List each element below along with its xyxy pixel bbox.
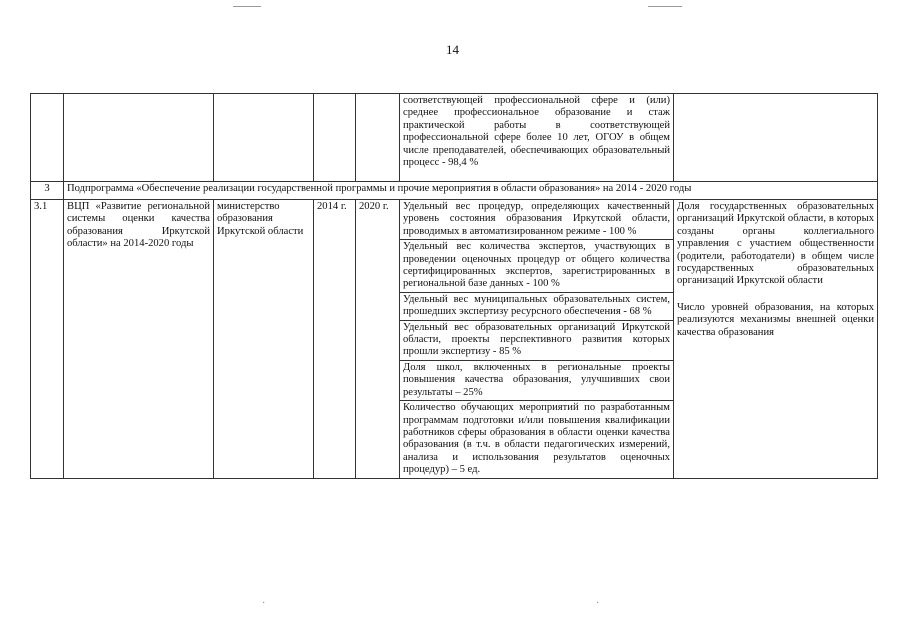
- scan-artifact-dot: ·: [596, 598, 600, 609]
- scan-artifact-dot: ·: [262, 598, 266, 609]
- scan-artifact-right: [648, 6, 682, 7]
- result-item: Доля государственных образовательных организаций Иркутской области, в которых созданы органы коллегиального управления с участием общественности (родители, работодатели) в общем числе государственных образовательных организаций Иркутской области: [677, 201, 874, 287]
- program-number: 3.1: [31, 200, 64, 479]
- indicator-item: Удельный вес образовательных организаций Иркутской области, проекты перспективного развития которых прошли экспертизу - 85 %: [400, 321, 673, 361]
- cont-cell-num: [31, 94, 64, 182]
- result-item: Число уровней образования, на которых реализуются механизмы внешней оценки качества образования: [677, 301, 874, 338]
- program-table: [30, 93, 878, 479]
- indicator-item: Доля школ, включенных в региональные проекты повышения качества образования, улучшивших свои результаты – 25%: [400, 361, 673, 401]
- program-executor: министерство образования Иркутской области: [214, 200, 314, 479]
- cont-indicator-text: соответствующей профессиональной сфере и (или) среднее профессиональное образование и стаж практической работы в соответствующей профессиональной сфере более 10 лет, ОГОУ в общем числе преподавателей, обеспечивающих образовательный процесс - 98,4 %: [400, 94, 674, 182]
- cont-cell-name: [64, 94, 214, 182]
- indicator-item: Удельный вес процедур, определяющих качественный уровень состояния образования Иркутской области, проводимых в автоматизированном режиме - 100 %: [400, 200, 673, 240]
- cont-cell-results: [674, 94, 878, 182]
- page-number: 14: [446, 42, 459, 57]
- program-results: [674, 200, 878, 479]
- program-row: [31, 200, 878, 479]
- cont-cell-end: [356, 94, 400, 182]
- subprogram-number: 3: [31, 182, 64, 200]
- program-start-year: 2014 г.: [314, 200, 356, 479]
- subprogram-row: [31, 182, 878, 200]
- program-indicators: [400, 200, 674, 479]
- scan-artifact-left: [233, 6, 261, 7]
- indicator-item: Удельный вес количества экспертов, участвующих в проведении оценочных процедур от общего количества сертифицированных экспертов, зарегистрированных в региональной базе данных - 100 %: [400, 240, 673, 293]
- cont-cell-executor: [214, 94, 314, 182]
- indicator-item: Удельный вес муниципальных образовательных систем, прошедших экспертизу ресурсного обеспечения - 68 %: [400, 293, 673, 321]
- program-end-year: 2020 г.: [356, 200, 400, 479]
- subprogram-title: Подпрограмма «Обеспечение реализации государственной программы и прочие мероприятия в области образования» на 2014 - 2020 годы: [64, 182, 878, 200]
- continuation-row: [31, 94, 878, 182]
- indicator-item: Количество обучающих мероприятий по разработанным программам подготовки и/или повышения квалификации работников сферы образования в области оценки качества образования (в т.ч. в области педагогических измерений, анализа и использования результатов оценочных процедур) – 5 ед.: [403, 402, 670, 476]
- cont-cell-start: [314, 94, 356, 182]
- program-name: ВЦП «Развитие региональной системы оценки качества образования Иркутской области» на 2014-2020 годы: [64, 200, 214, 479]
